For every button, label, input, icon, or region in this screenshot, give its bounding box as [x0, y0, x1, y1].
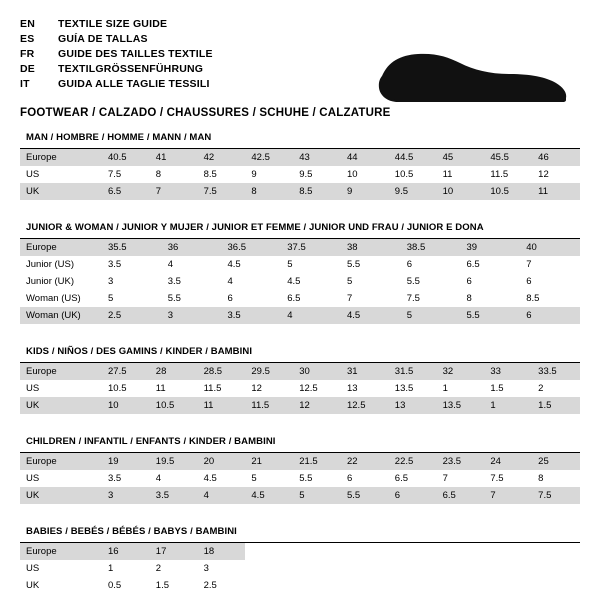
table-row: [20, 470, 580, 487]
size-cell: 3.5: [108, 473, 122, 484]
language-titles: [20, 18, 213, 93]
language-text: TEXTILE SIZE GUIDE: [58, 18, 168, 30]
size-cell: 11.5: [490, 169, 509, 180]
size-cell: 1: [108, 563, 114, 574]
size-cell: 6: [227, 293, 233, 304]
table-row: [20, 273, 580, 290]
size-cell: 12: [538, 169, 549, 180]
dress-shoe-icon: [374, 36, 574, 108]
size-cell: 3: [203, 563, 209, 574]
size-cell: 6: [346, 473, 353, 484]
language-text: GUÍA DE TALLAS: [58, 33, 148, 45]
size-cell: 22.5: [389, 453, 437, 470]
size-cell: [389, 577, 437, 594]
page-title: FOOTWEAR / CALZADO / CHAUSSURES / SCHUHE / CALZATURE: [20, 107, 391, 119]
size-cell: [532, 543, 580, 560]
language-code: ES: [20, 33, 35, 45]
size-cell: 5: [108, 293, 114, 304]
size-cell: 13.5: [437, 397, 485, 414]
size-cell: 32: [437, 363, 485, 380]
size-cell: 1: [442, 383, 448, 394]
language-code: FR: [20, 48, 35, 60]
row-label: US: [26, 563, 40, 574]
size-cell: 7.5: [108, 169, 122, 180]
size-cell: 6.5: [437, 487, 485, 504]
size-cell: 7: [484, 487, 532, 504]
size-cell: 8: [538, 473, 544, 484]
size-cell: 4: [155, 473, 162, 484]
language-text: GUIDA ALLE TAGLIE TESSILI: [58, 78, 210, 90]
size-cell: 3.5: [167, 276, 181, 287]
size-cell: 6.5: [466, 259, 480, 270]
size-cell: 3: [108, 276, 114, 287]
size-cell: 35.5: [102, 239, 162, 256]
size-cell: 6: [466, 276, 472, 287]
size-cell: 42.5: [245, 149, 293, 166]
row-label: Junior (US): [26, 259, 75, 270]
size-cell: 11: [198, 397, 246, 414]
table-row: [20, 560, 580, 577]
size-cell: [341, 560, 389, 577]
size-cell: 3.5: [108, 259, 122, 270]
row-label: Europe: [20, 543, 102, 560]
size-cell: 5.5: [406, 276, 420, 287]
size-cell: 13: [389, 397, 437, 414]
row-label: UK: [20, 487, 102, 504]
size-cell: 10.5: [150, 397, 198, 414]
size-cell: 9.5: [389, 183, 437, 200]
size-cell: 18: [198, 543, 246, 560]
language-code: IT: [20, 78, 30, 90]
size-cell: 13: [346, 383, 358, 394]
size-cell: [341, 543, 389, 560]
section-title: JUNIOR & WOMAN / JUNIOR Y MUJER / JUNIOR ET FEMME / JUNIOR UND FRAU / JUNIOR E DONA: [26, 222, 484, 233]
size-cell: 5: [293, 487, 341, 504]
size-cell: 38: [341, 239, 401, 256]
size-cell: 11.5: [203, 383, 222, 394]
size-cell: 27.5: [102, 363, 150, 380]
size-cell: [293, 560, 341, 577]
language-row: [20, 33, 213, 48]
table-row: [20, 149, 580, 166]
size-cell: 9: [251, 169, 257, 180]
size-cell: 8: [245, 183, 293, 200]
size-cell: 4.5: [227, 259, 241, 270]
size-cell: 12: [293, 397, 341, 414]
row-label: US: [26, 473, 40, 484]
size-cell: 12: [251, 383, 262, 394]
size-cell: 7.5: [490, 473, 504, 484]
size-cell: 8: [155, 169, 162, 180]
language-text: TEXTILGRÖSSENFÜHRUNG: [58, 63, 204, 75]
size-cell: 5: [251, 473, 257, 484]
page-header: [20, 18, 580, 119]
size-cell: 36.5: [222, 239, 282, 256]
size-cell: [437, 560, 485, 577]
size-cell: 46: [532, 149, 580, 166]
table-row: [20, 256, 580, 273]
size-cell: 10: [102, 397, 150, 414]
table-row: [20, 543, 580, 560]
size-cell: 21.5: [293, 453, 341, 470]
size-cell: 4: [281, 307, 341, 324]
size-cell: 4: [167, 259, 174, 270]
size-cell: 41: [150, 149, 198, 166]
size-cell: 29.5: [245, 363, 293, 380]
size-cell: 25: [532, 453, 580, 470]
size-table: [20, 453, 580, 504]
size-cell: 3.5: [150, 487, 198, 504]
size-cell: 31.5: [389, 363, 437, 380]
size-cell: [484, 543, 532, 560]
size-cell: 12.5: [341, 397, 389, 414]
size-cell: [532, 577, 580, 594]
size-cell: 7: [442, 473, 448, 484]
table-row: [20, 166, 580, 183]
language-row: [20, 18, 213, 33]
size-cell: 40.5: [102, 149, 150, 166]
size-cell: 6: [520, 307, 580, 324]
size-section: [20, 436, 580, 504]
size-cell: 38.5: [401, 239, 461, 256]
size-section: [20, 222, 580, 324]
size-cell: 17: [150, 543, 198, 560]
size-cell: 28.5: [198, 363, 246, 380]
size-cell: 10.5: [108, 383, 127, 394]
size-cell: 3: [162, 307, 222, 324]
size-table: [20, 543, 580, 594]
row-label: UK: [20, 397, 102, 414]
size-cell: [245, 560, 293, 577]
size-cell: [341, 577, 389, 594]
size-cell: 9.5: [299, 169, 313, 180]
size-cell: 2: [155, 563, 162, 574]
table-row: [20, 307, 580, 324]
language-code: EN: [20, 18, 35, 30]
size-cell: 11: [532, 183, 580, 200]
size-table: [20, 149, 580, 200]
size-cell: 8.5: [293, 183, 341, 200]
size-cell: 5: [401, 307, 461, 324]
size-cell: 11.5: [245, 397, 293, 414]
size-cell: 8.5: [526, 293, 540, 304]
size-cell: 10: [437, 183, 485, 200]
row-label: UK: [20, 183, 102, 200]
size-cell: 1: [484, 397, 532, 414]
table-row: [20, 290, 580, 307]
table-row: [20, 380, 580, 397]
size-cell: 44.5: [389, 149, 437, 166]
size-cell: 0.5: [108, 580, 122, 591]
size-cell: 4.5: [245, 487, 293, 504]
size-cell: 23.5: [437, 453, 485, 470]
size-cell: [437, 577, 485, 594]
table-row: [20, 239, 580, 256]
size-cell: 10.5: [394, 169, 414, 180]
row-label: Woman (UK): [20, 307, 102, 324]
size-cell: 42: [198, 149, 246, 166]
size-cell: 12.5: [299, 383, 318, 394]
size-section: [20, 526, 580, 594]
size-cell: 7.5: [198, 183, 246, 200]
size-cell: 6.5: [287, 293, 301, 304]
language-code: DE: [20, 63, 35, 75]
size-cell: 4.5: [203, 473, 217, 484]
size-cell: 43: [293, 149, 341, 166]
size-cell: [293, 577, 341, 594]
table-row: [20, 577, 580, 594]
size-cell: 36: [162, 239, 222, 256]
row-label: Europe: [20, 239, 102, 256]
language-text: GUIDE DES TAILLES TEXTILE: [58, 48, 213, 60]
table-row: [20, 363, 580, 380]
size-cell: 9: [341, 183, 389, 200]
size-cell: 1.5: [490, 383, 504, 394]
size-cell: 11: [155, 383, 166, 394]
size-cell: 2: [538, 383, 544, 394]
size-cell: 2.5: [102, 307, 162, 324]
language-rows: [20, 18, 213, 93]
size-cell: [293, 543, 341, 560]
size-cell: 16: [102, 543, 150, 560]
size-cell: 33: [484, 363, 532, 380]
size-cell: 4: [198, 487, 246, 504]
size-cell: 10: [346, 169, 358, 180]
size-cell: [389, 560, 437, 577]
size-cell: 3: [102, 487, 150, 504]
size-cell: 39: [461, 239, 521, 256]
row-label: UK: [26, 580, 40, 591]
size-cell: 8: [466, 293, 472, 304]
size-table: [20, 363, 580, 414]
size-cell: 37.5: [281, 239, 341, 256]
size-cell: 45: [437, 149, 485, 166]
language-row: [20, 48, 213, 63]
table-row: [20, 453, 580, 470]
size-cell: 22: [341, 453, 389, 470]
row-label: Europe: [20, 363, 102, 380]
size-cell: 4: [227, 276, 233, 287]
size-cell: 3.5: [222, 307, 282, 324]
size-cell: 5.5: [167, 293, 181, 304]
size-cell: 1.5: [532, 397, 580, 414]
size-cell: 2.5: [203, 580, 217, 591]
size-cell: 19: [102, 453, 150, 470]
size-cell: [245, 577, 293, 594]
size-cell: 31: [341, 363, 389, 380]
size-cell: 19.5: [150, 453, 198, 470]
size-cell: 5: [287, 259, 293, 270]
size-cell: [437, 543, 485, 560]
row-label: Europe: [20, 453, 102, 470]
table-row: [20, 487, 580, 504]
language-row: [20, 63, 213, 78]
size-cell: 7: [526, 259, 532, 270]
size-cell: 8.5: [203, 169, 217, 180]
row-label: Europe: [20, 149, 102, 166]
row-label: US: [26, 169, 40, 180]
size-cell: 21: [245, 453, 293, 470]
size-cell: 28: [150, 363, 198, 380]
size-sections: [20, 132, 580, 594]
size-table: [20, 239, 580, 324]
size-cell: 45.5: [484, 149, 532, 166]
size-cell: [484, 560, 532, 577]
size-cell: 20: [198, 453, 246, 470]
size-cell: 10.5: [484, 183, 532, 200]
size-cell: 11: [442, 169, 453, 180]
size-cell: 5.5: [341, 487, 389, 504]
section-title: BABIES / BEBÉS / BÉBÉS / BABYS / BAMBINI: [26, 526, 237, 537]
size-cell: 24: [484, 453, 532, 470]
size-section: [20, 132, 580, 200]
size-cell: [245, 543, 293, 560]
section-title: KIDS / NIÑOS / DES GAMINS / KINDER / BAMBINI: [26, 346, 253, 357]
size-cell: 7: [150, 183, 198, 200]
size-cell: 6: [406, 259, 413, 270]
table-row: [20, 397, 580, 414]
size-cell: 5.5: [299, 473, 313, 484]
row-label: US: [26, 383, 40, 394]
size-cell: 44: [341, 149, 389, 166]
row-label: Junior (UK): [26, 276, 75, 287]
size-cell: 33.5: [532, 363, 580, 380]
language-row: [20, 78, 213, 93]
row-label: Woman (US): [26, 293, 81, 304]
size-cell: 4.5: [287, 276, 301, 287]
size-cell: 5.5: [347, 259, 361, 270]
size-cell: 13.5: [394, 383, 414, 394]
size-cell: 5: [347, 276, 353, 287]
size-cell: 7: [347, 293, 353, 304]
size-cell: 6: [526, 276, 532, 287]
size-cell: 4.5: [341, 307, 401, 324]
size-cell: 40: [520, 239, 580, 256]
size-cell: 6: [389, 487, 437, 504]
section-title: CHILDREN / INFANTIL / ENFANTS / KINDER / BAMBINI: [26, 436, 276, 447]
size-section: [20, 346, 580, 414]
size-cell: 5.5: [461, 307, 521, 324]
size-cell: 30: [293, 363, 341, 380]
size-cell: 6.5: [394, 473, 408, 484]
size-cell: 6.5: [102, 183, 150, 200]
table-row: [20, 183, 580, 200]
section-title: MAN / HOMBRE / HOMME / MANN / MAN: [26, 132, 212, 143]
size-cell: 7.5: [406, 293, 420, 304]
size-cell: [532, 560, 580, 577]
size-cell: 1.5: [155, 580, 170, 591]
size-cell: [389, 543, 437, 560]
size-cell: 7.5: [532, 487, 580, 504]
size-cell: [484, 577, 532, 594]
